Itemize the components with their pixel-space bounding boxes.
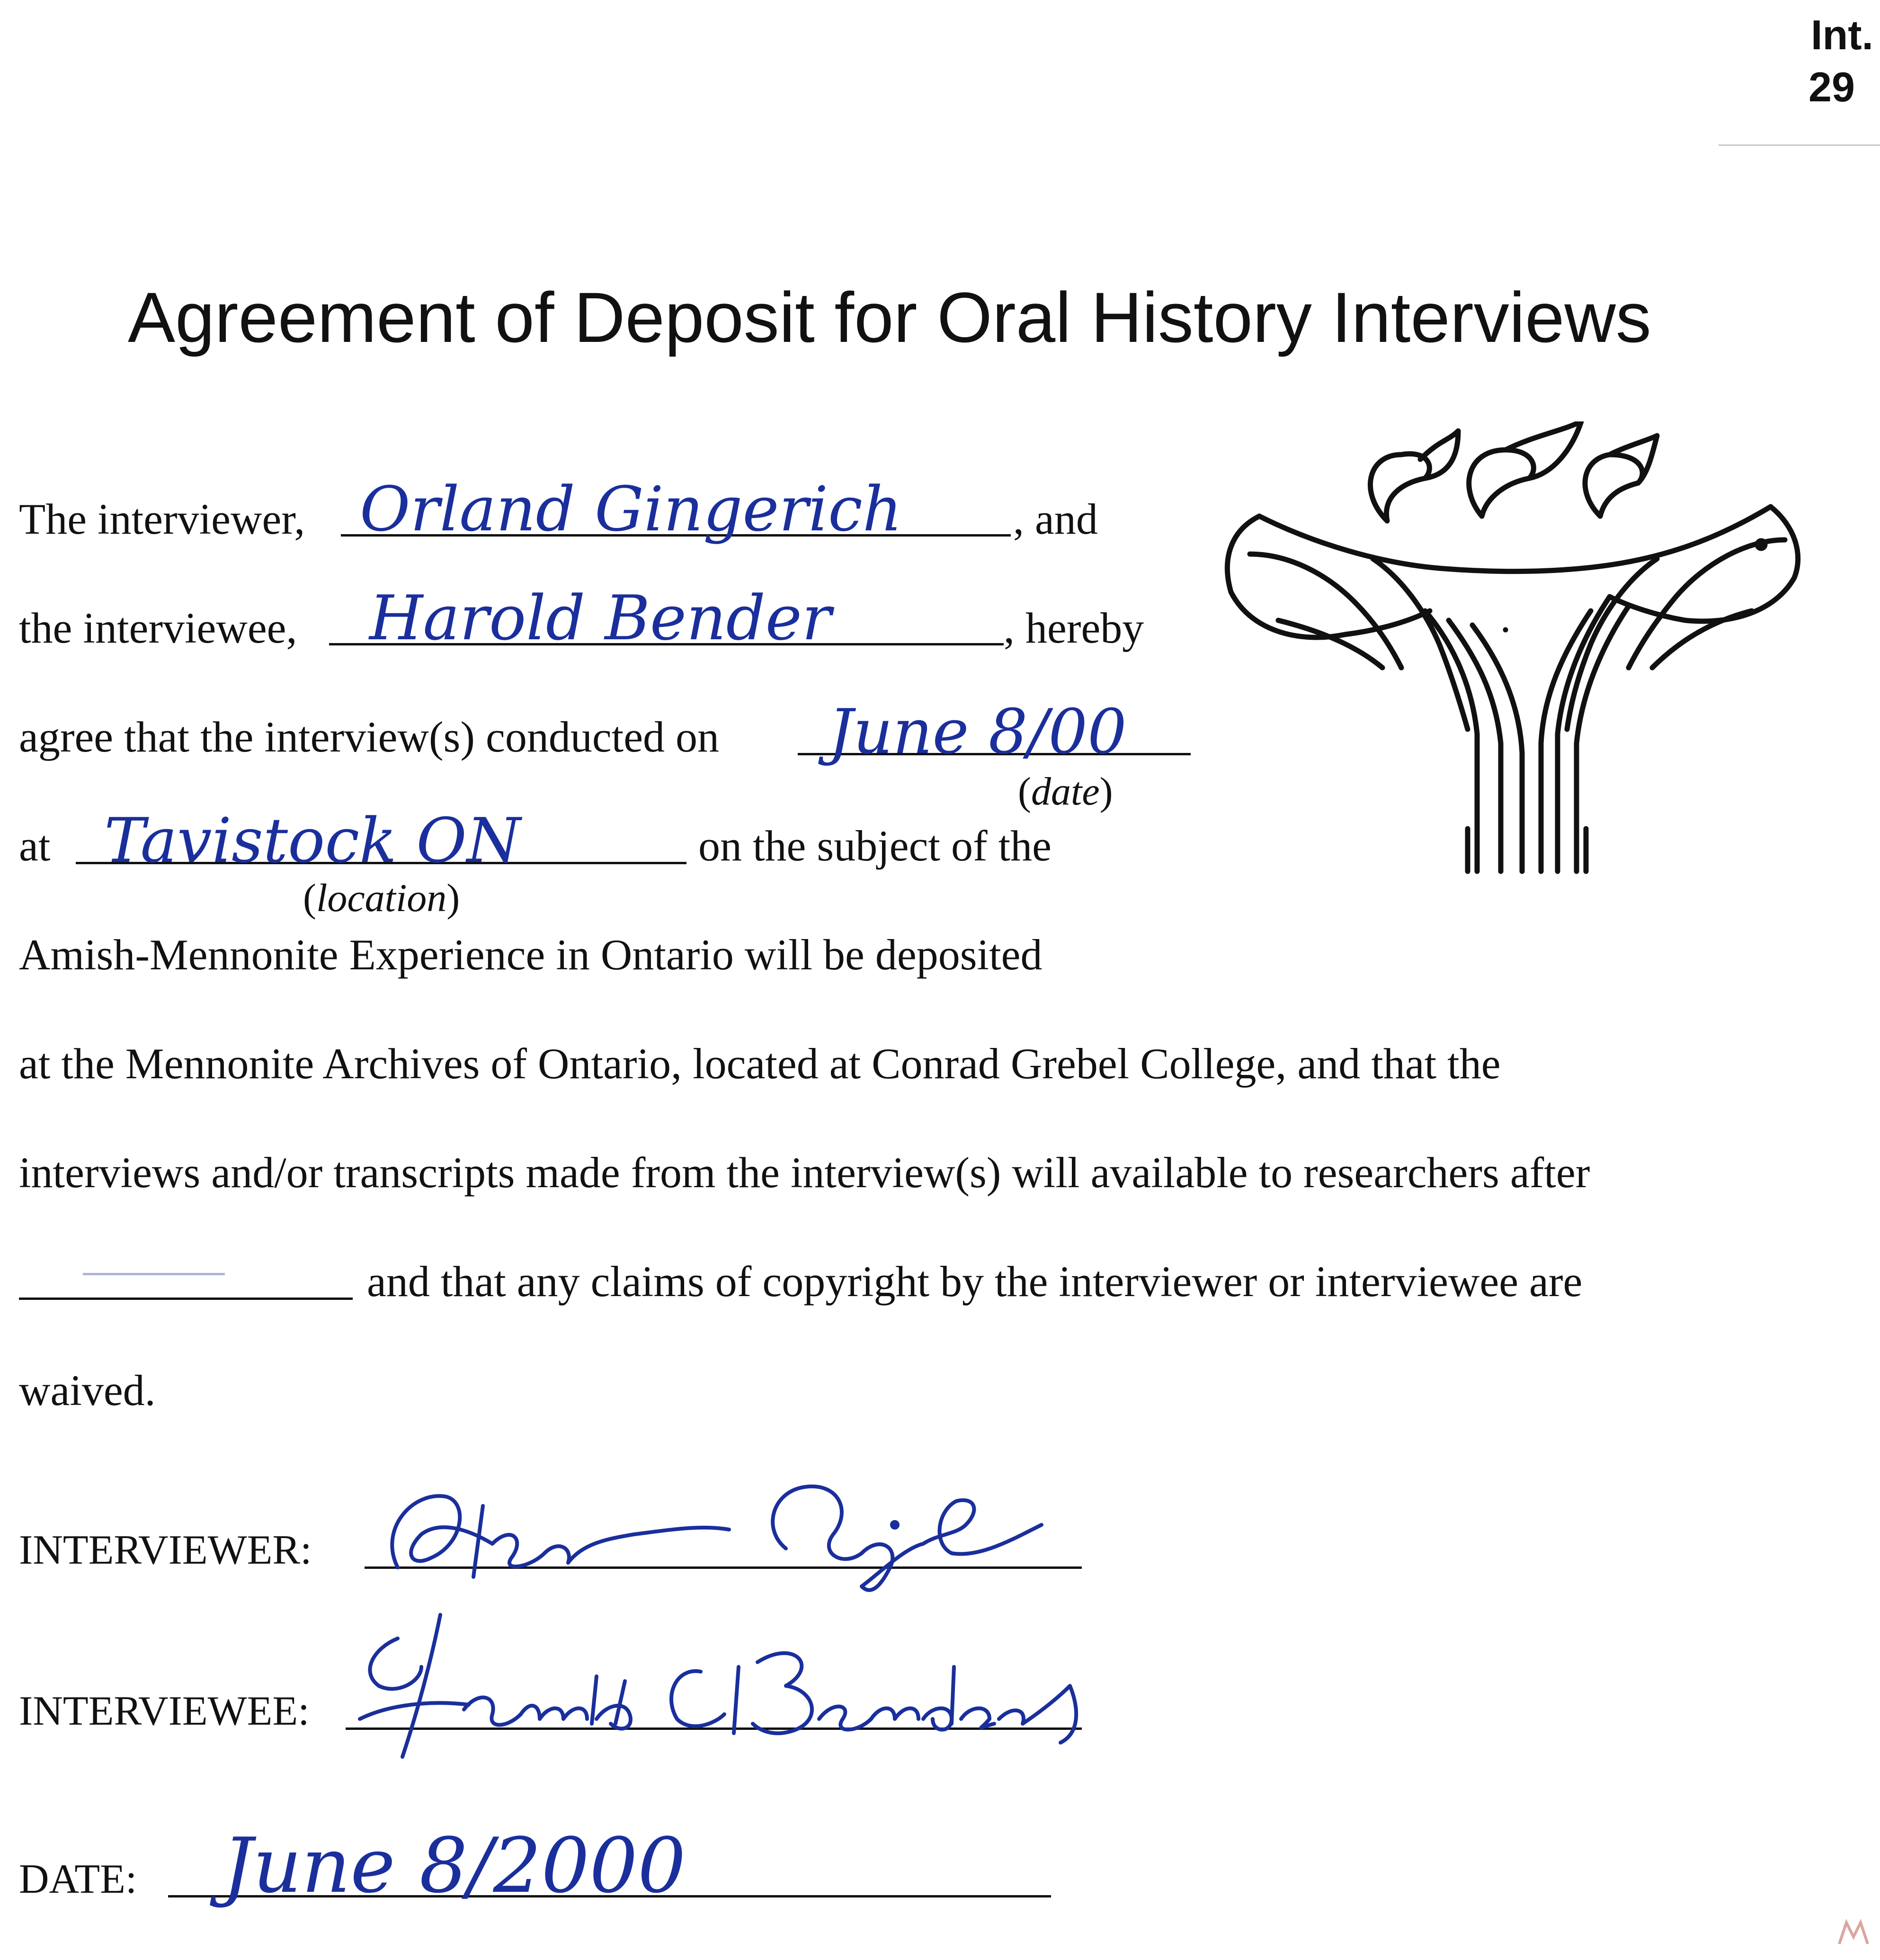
- interviewer-signature-label: INTERVIEWER:: [19, 1527, 312, 1573]
- date-caption: (date): [1018, 770, 1113, 814]
- interviewee-name-field[interactable]: Harold Bender: [369, 582, 831, 654]
- interviewee-signature-icon[interactable]: [341, 1610, 1098, 1766]
- page-title: Agreement of Deposit for Oral History Interviews: [128, 277, 1651, 357]
- location-field[interactable]: Tavistock ON: [104, 805, 521, 877]
- interviewee-suffix: , hereby: [1004, 604, 1144, 652]
- signature-date-field[interactable]: June 8/2000: [223, 1821, 686, 1910]
- location-suffix: on the subject of the: [698, 822, 1052, 870]
- body-line-archives: at the Mennonite Archives of Ontario, located at Conrad Grebel College, and that the: [19, 1039, 1501, 1088]
- interviewer-suffix: , and: [1013, 495, 1098, 543]
- body-line-researchers: interviews and/or transcripts made from the interview(s) will available to researchers after: [19, 1148, 1590, 1197]
- date-signature-label: DATE:: [19, 1856, 137, 1902]
- interviewer-prefix: The interviewer,: [19, 495, 305, 543]
- body-line-waived: waived.: [19, 1366, 156, 1414]
- interviewee-signature-label: INTERVIEWEE:: [19, 1688, 310, 1734]
- body-line-amish: Amish-Mennonite Experience in Ontario will be deposited: [19, 931, 1042, 979]
- corner-tag-line1: Int.: [1811, 11, 1873, 58]
- interviewer-name-field[interactable]: Orland Gingerich: [360, 473, 902, 545]
- availability-dash-mark: [83, 1273, 225, 1275]
- availability-date-line: [19, 1298, 353, 1300]
- corner-tag-line2: 29: [1809, 63, 1855, 110]
- corner-watermark-icon: [1837, 1918, 1870, 1946]
- flame-chalice-logo-icon: [1203, 421, 1832, 876]
- interviewer-signature-icon[interactable]: [369, 1473, 1056, 1601]
- location-caption: (location): [303, 876, 460, 920]
- interview-date-field[interactable]: June 8/00: [829, 696, 1127, 768]
- interviewee-prefix: the interviewee,: [19, 604, 297, 652]
- date-prefix: agree that the interview(s) conducted on: [19, 713, 720, 761]
- body-line-copyright: and that any claims of copyright by the interviewer or interviewee are: [367, 1257, 1583, 1306]
- location-prefix: at: [19, 822, 51, 870]
